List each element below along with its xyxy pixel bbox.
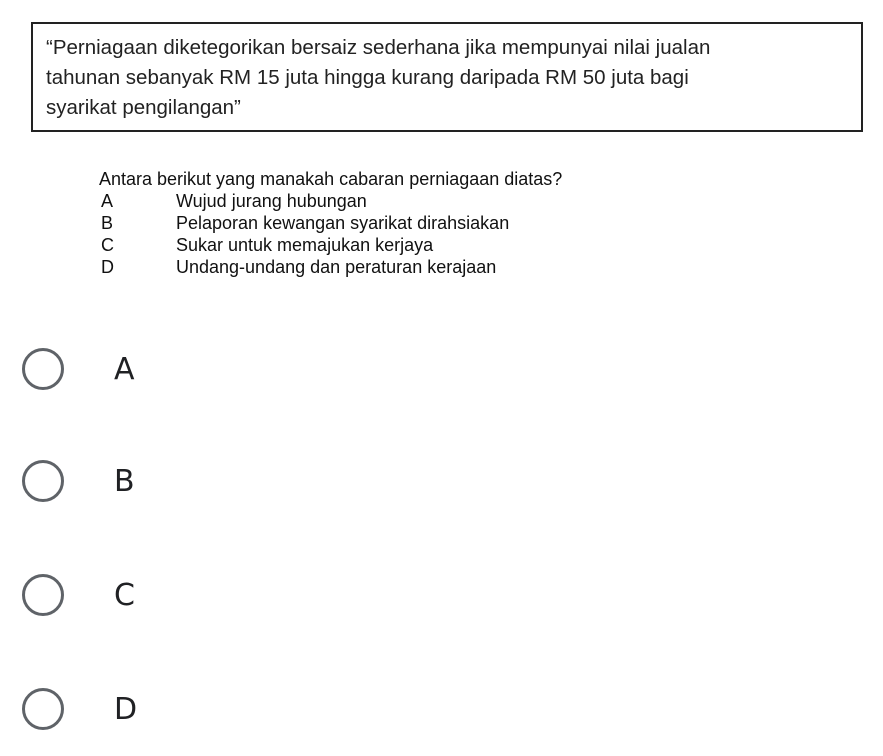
option-text: Undang-undang dan peraturan kerajaan	[176, 257, 497, 277]
question-block	[99, 168, 839, 278]
choice-a[interactable]	[22, 339, 422, 399]
option-letter: B	[101, 213, 114, 233]
choice-label-c: C	[114, 577, 135, 613]
radio-button-b[interactable]	[22, 460, 64, 502]
option-letter: D	[101, 257, 114, 277]
radio-button-d[interactable]	[22, 688, 64, 730]
choice-d[interactable]	[22, 679, 422, 739]
question-option-c	[99, 234, 839, 256]
choice-b[interactable]	[22, 451, 422, 511]
choice-label-a: A	[114, 351, 135, 387]
choice-c[interactable]	[22, 565, 422, 625]
question-option-d	[99, 256, 839, 278]
option-letter: C	[101, 235, 114, 255]
question-option-b	[99, 212, 839, 234]
question-option-a	[99, 190, 839, 212]
choice-label-b: B	[114, 463, 135, 499]
option-text: Wujud jurang hubungan	[176, 191, 367, 211]
radio-button-a[interactable]	[22, 348, 64, 390]
option-letter: A	[101, 191, 114, 211]
choice-label-d: D	[114, 691, 138, 727]
option-text: Pelaporan kewangan syarikat dirahsiakan	[176, 213, 510, 233]
option-text: Sukar untuk memajukan kerjaya	[176, 235, 434, 255]
radio-button-c[interactable]	[22, 574, 64, 616]
quote-box: “Perniagaan diketegorikan bersaiz sederhana jika mempunyai nilai jualan tahunan sebanyak RM 15 juta hingga kurang daripada RM 50 juta bagi syarikat pengilangan”	[31, 22, 863, 132]
question-stem: Antara berikut yang manakah cabaran perniagaan diatas?	[99, 169, 563, 189]
